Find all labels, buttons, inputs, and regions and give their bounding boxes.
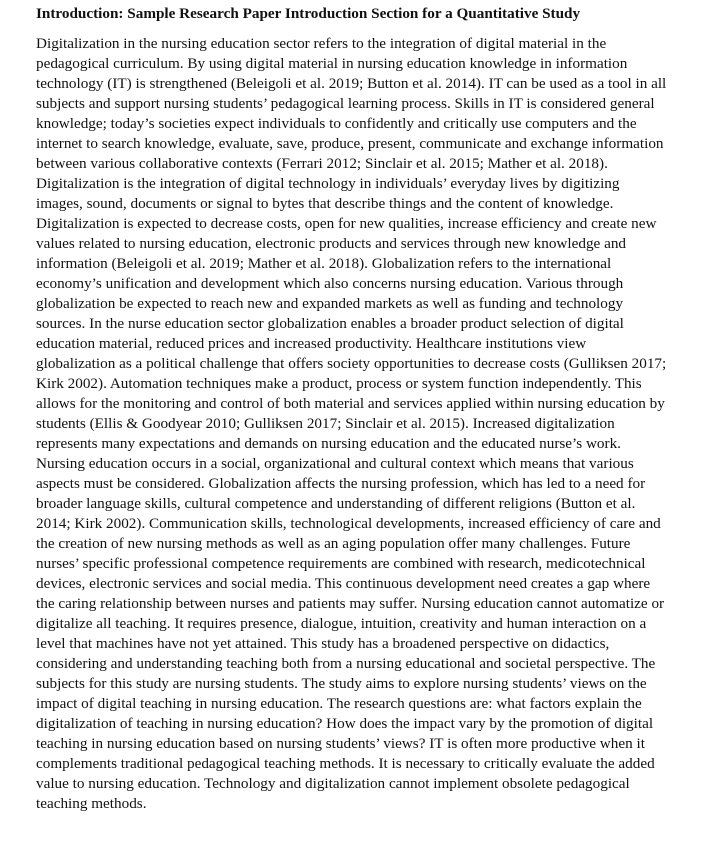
document [36, 4, 668, 814]
body-paragraph: Digitalization in the nursing education sector refers to the integration of digital material in the pedagogical curriculum. By using digital material in nursing education knowledge in information technology (IT) is strengthened (Beleigoli et al. 2019; Button et al. 2014). IT can be used as a tool in all subjects and support nursing students’ pedagogical learning process. Skills in IT is considered general knowledge; today’s societies expect individuals to confidently and critically use computers and the internet to search knowledge, evaluate, save, produce, present, communicate and exchange information between various collaborative contexts (Ferrari 2012; Sinclair et al. 2015; Mather et al. 2018). Digitalization is the integration of digital technology in individuals’ everyday lives by digitizing images, sound, documents or signal to bytes that describe things and the content of knowledge. Digitalization is expected to decrease costs, open for new qualities, increase efficiency and create new values related to nursing education, electronic products and services through new knowledge and information (Beleigoli et al. 2019; Mather et al. 2018). Globalization refers to the international economy’s unification and development which also concerns nursing education. Various through globalization be expected to reach new and expanded markets as well as funding and technology sources. In the nurse education sector globalization enables a broader product selection of digital education material, reduced prices and increased productivity. Healthcare institutions view globalization as a political challenge that offers society opportunities to decrease costs (Gulliksen 2017; Kirk 2002). Automation techniques make a product, process or system function independently. This allows for the monitoring and control of both material and services applied within nursing education by students (Ellis & Goodyear 2010; Gulliksen 2017; Sinclair et al. 2015). Increased digitalization represents many expectations and demands on nursing education and the educated nurse’s work. Nursing education occurs in a social, organizational and cultural context which means that various aspects must be considered. Globalization affects the nursing profession, which has led to a need for broader language skills, cultural competence and understanding of different religions (Button et al. 2014; Kirk 2002). Communication skills, technological developments, increased efficiency of care and the creation of new nursing methods as well as an aging population offer many challenges. Future nurses’ specific professional competence requirements are combined with research, medicotechnical devices, electronic services and social media. This continuous development need creates a gap where the caring relationship between nurses and patients may suffer. Nursing education cannot automatize or digitalize all teaching. It requires presence, dialogue, intuition, creativity and human interaction on a level that machines have not yet attained. This study has a broadened perspective on didactics, considering and understanding teaching both from a nursing educational and societal perspective. The subjects for this study are nursing students. The study aims to explore nursing students’ views on the impact of digital teaching in nursing education. The research questions are: what factors explain the digitalization of teaching in nursing education? How does the impact vary by the promotion of digital teaching in nursing education based on nursing students’ views? IT is often more productive when it complements traditional pedagogical teaching methods. It is necessary to critically evaluate the added value to nursing education. Technology and digitalization cannot implement obsolete pedagogical teaching methods. [36, 35, 667, 812]
document-title: Introduction: Sample Research Paper Introduction Section for a Quantitative Study [36, 5, 581, 22]
